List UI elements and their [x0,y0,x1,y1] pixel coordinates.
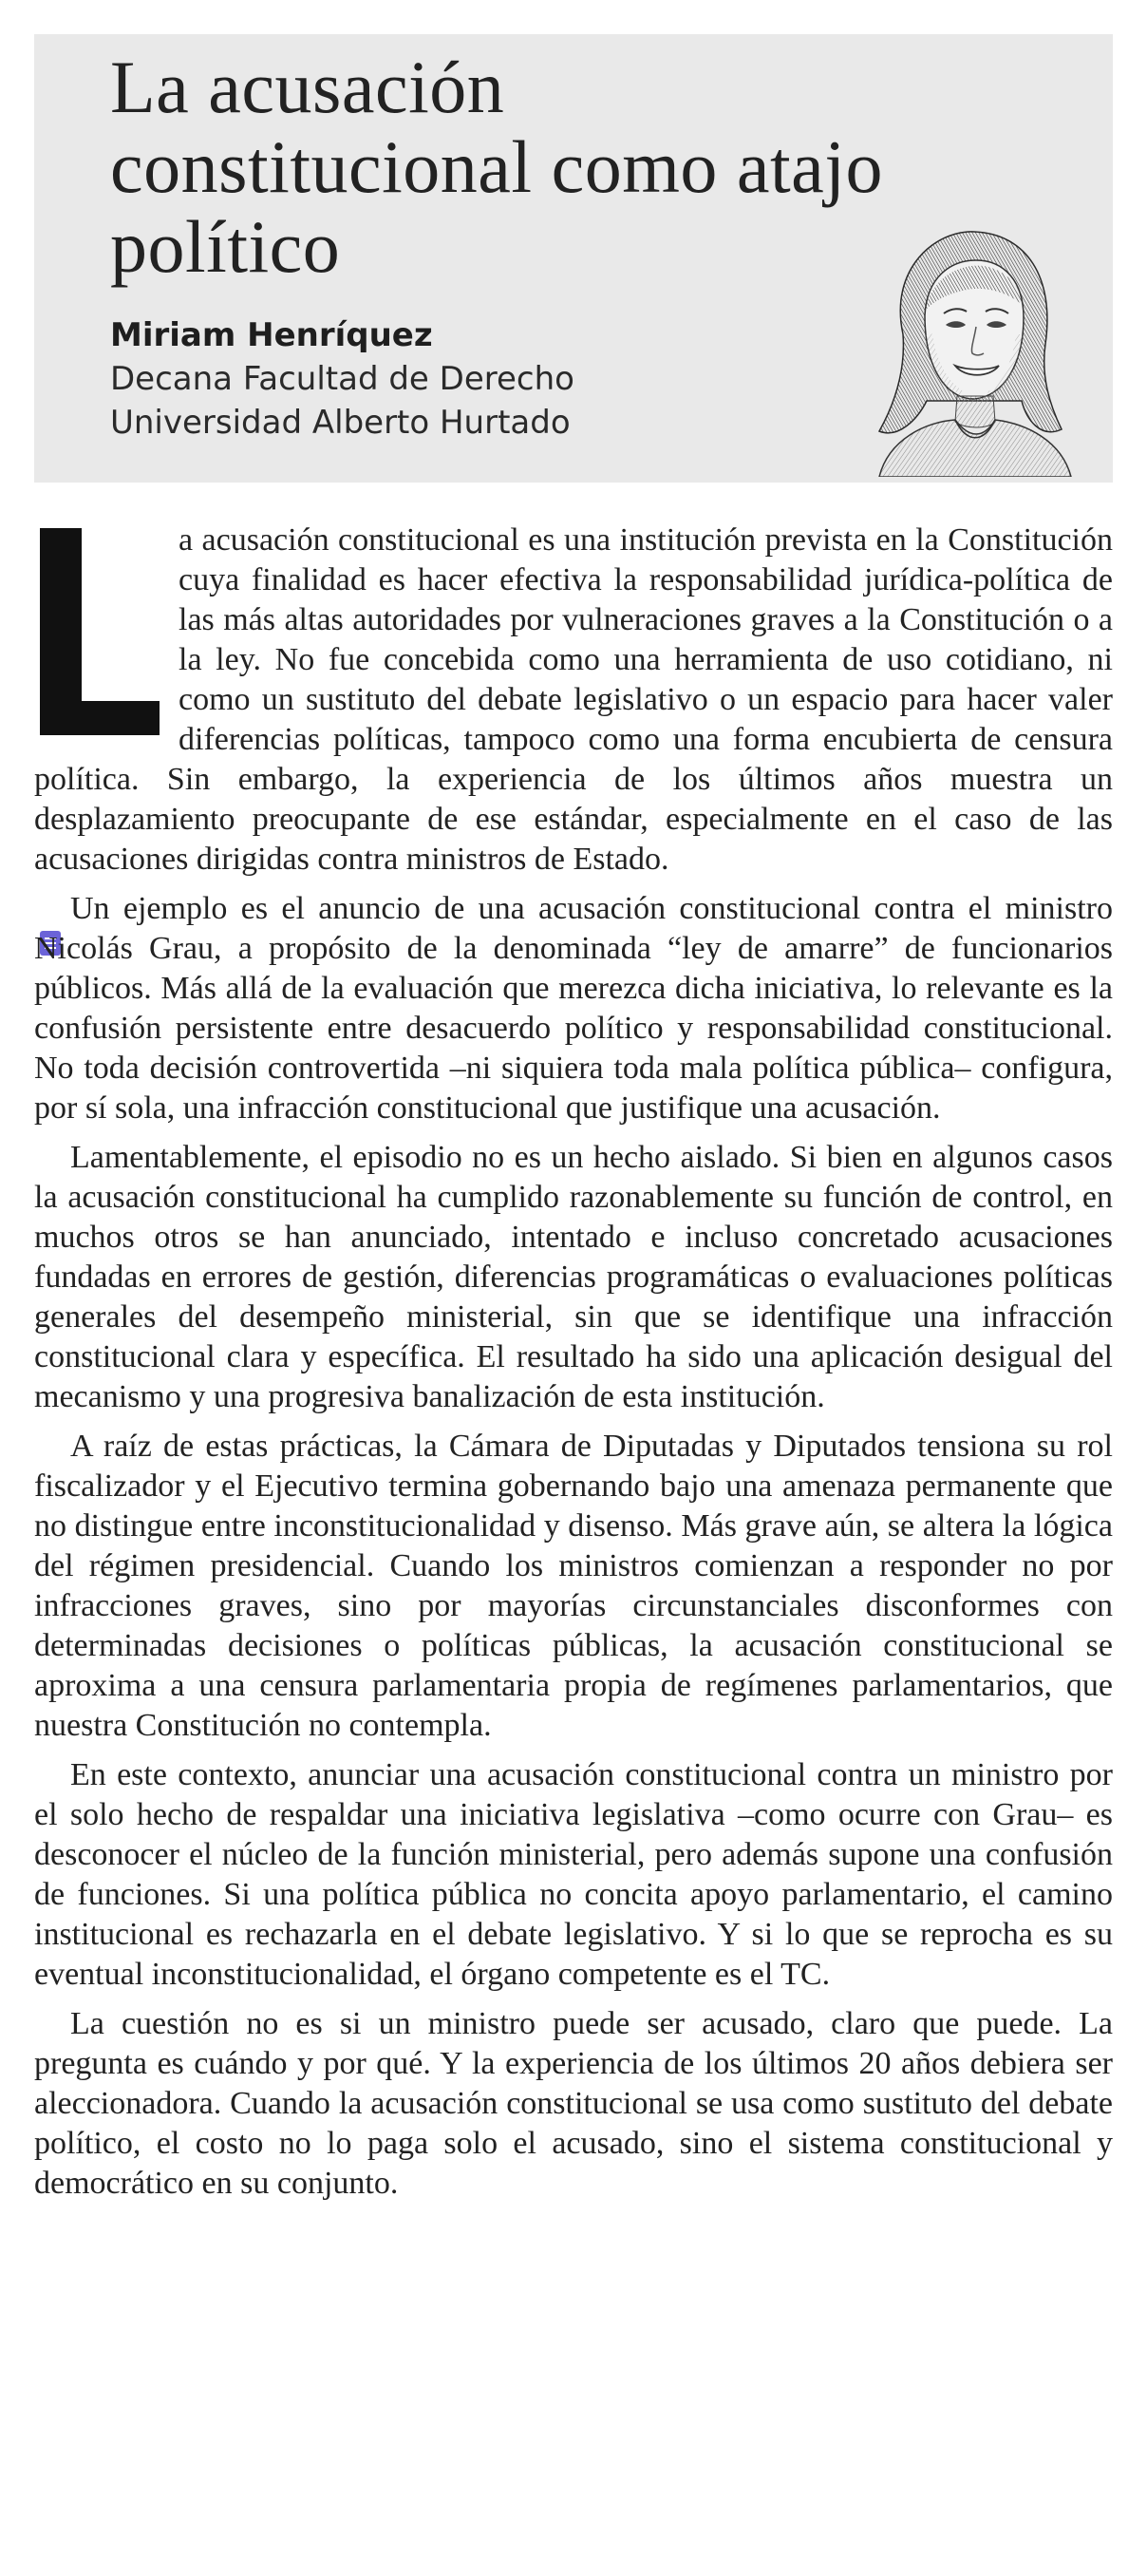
article-paragraph: Lamentablemente, el episodio no es un hecho aislado. Si bien en algunos casos la acusación constitucional ha cumplido razonablemente su función de control, en muchos otros se han anunciado, intentado e incluso concretado acusaciones fundadas en errores de gestión, diferencias programáticas o evaluaciones políticas generales del desempeño ministerial, sin que se identifique una infracción constitucional clara y específica. El resultado ha sido una aplicación desigual del mecanismo y una progresiva banalización de esta institución. [34,1140,1113,1414]
article-paragraph: Un ejemplo es el anuncio de una acusación constitucional contra el ministro Nicolás Grau, a propósito de la denominada “ley de amarre” de funcionarios públicos. Más allá de la evaluación que merezca dicha iniciativa, lo relevante es la confusión persistente entre desacuerdo político y responsabilidad constitucional. No toda decisión controvertida –ni siquiera toda mala política pública– configura, por sí sola, una infracción constitucional que justifique una acusación. [34,891,1113,1126]
author-affiliation: Universidad Alberto Hurtado [110,404,571,442]
article-paragraph: En este contexto, anunciar una acusación constitucional contra un ministro por el solo hecho de respaldar una iniciativa legislativa –como ocurre con Grau– es desconocer el núcleo de la función ministerial, pero además supone una confusión de funciones. Si una política pública no concita apoyo parlamentario, el camino institucional es rechazarla en el debate legislativo. Y si lo que se reprocha es su eventual inconstitucionalidad, el órgano competente es el TC. [34,1757,1113,1992]
drop-cap-letter [34,528,165,735]
article-paragraph: La cuestión no es si un ministro puede ser acusado, claro que puede. La pregunta es cuándo y por qué. Y la experiencia de los últimos 20 años debiera ser aleccionadora. Cuando la acusación constitucional se usa como sustituto del debate político, el costo no lo paga solo el acusado, sino el sistema constitucional y democrático en su conjunto. [34,2006,1113,2201]
drop-cap [34,528,165,735]
article-header [34,34,1113,483]
article-title: La acusación constitucional como atajo político [110,46,883,288]
author-portrait [851,211,1088,477]
author-name: Miriam Henríquez [110,316,433,354]
author-role: Decana Facultad de Derecho [110,360,574,398]
article-body [34,521,1113,2213]
article-paragraph: A raíz de estas prácticas, la Cámara de Diputadas y Diputados tensiona su rol fiscalizador y el Ejecutivo termina gobernando bajo una amenaza permanente que no distingue entre inconstitucionalidad y disenso. Más grave aún, se altera la lógica del régimen presidencial. Cuando los ministros comienzan a responder no por infracciones graves, sino por mayorías circunstanciales disconformes con determinadas decisiones o políticas públicas, la acusación constitucional se aproxima a una censura parlamentaria propia de regímenes parlamentarios, que nuestra Constitución no contempla. [34,1429,1113,1743]
paragraph-text: a acusación constitucional es una institución prevista en la Constitución cuya finalidad es hacer efectiva la responsabilidad jurídica-política de las más altas autoridades por vulneraciones graves a la Constitución o a la ley. No fue concebida como una herramienta de uso cotidiano, ni como un sustituto del debate legislativo o un espacio para hacer valer diferencias políticas, tampoco como una forma encubierta de censura política. Sin embargo, la experiencia de los últimos años muestra un desplazamiento preocupante de ese estándar, especialmente en el caso de las acusaciones dirigidas contra ministros de Estado. [34,522,1113,877]
article-paragraph [34,521,1113,880]
